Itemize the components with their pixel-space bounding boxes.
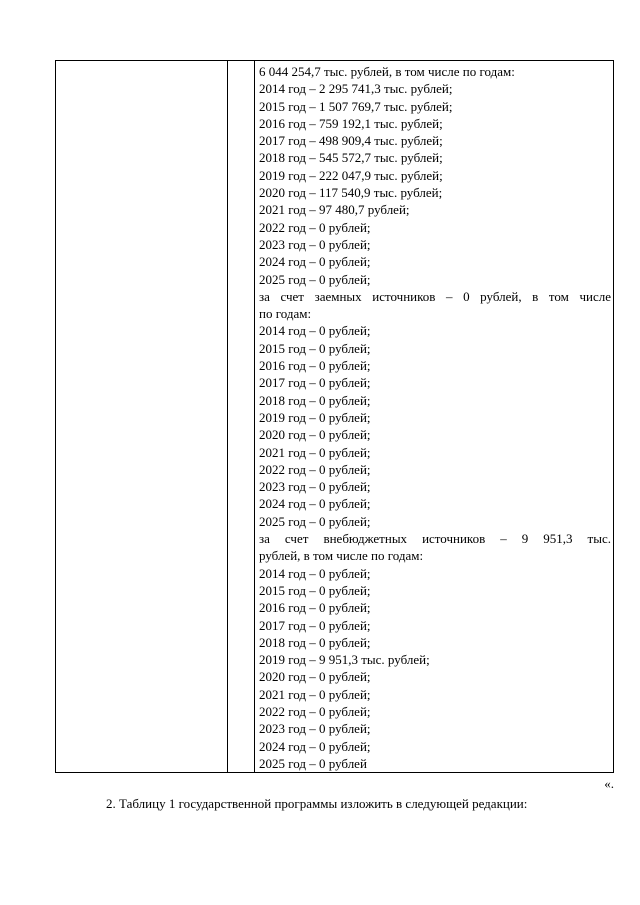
funding-line: 2023 год – 0 рублей; (259, 479, 371, 495)
funding-line: 2024 год – 0 рублей; (259, 254, 371, 270)
funding-line: 2022 год – 0 рублей; (259, 219, 371, 235)
funding-line: 2015 год – 1 507 769,7 тыс. рублей; (259, 98, 453, 114)
funding-line: 2021 год – 0 рублей; (259, 444, 371, 460)
funding-line: 2016 год – 0 рублей; (259, 358, 371, 374)
table-column-funding-details (255, 61, 613, 772)
funding-line: 2022 год – 0 рублей; (259, 703, 371, 719)
funding-line: 6 044 254,7 тыс. рублей, в том числе по годам: (259, 64, 515, 79)
funding-line: 2019 год – 222 047,9 тыс. рублей; (259, 167, 443, 183)
funding-line: 2014 год – 0 рублей; (259, 565, 371, 581)
funding-line: 2020 год – 0 рублей; (259, 669, 371, 685)
funding-line: 2025 год – 0 рублей; (259, 513, 371, 529)
quote-close-mark: «. (604, 776, 614, 791)
funding-line: 2019 год – 9 951,3 тыс. рублей; (259, 652, 430, 668)
funding-line: 2025 год – 0 рублей (259, 755, 367, 771)
funding-line: 2015 год – 0 рублей; (259, 340, 371, 356)
funding-line: 2024 год – 0 рублей; (259, 496, 371, 512)
funding-line: 2016 год – 0 рублей; (259, 600, 371, 616)
funding-line: по годам: (259, 306, 312, 322)
funding-line: 2016 год – 759 192,1 тыс. рублей; (259, 115, 443, 131)
funding-line: 2018 год – 0 рублей; (259, 392, 371, 408)
funding-line: 2020 год – 0 рублей; (259, 427, 371, 443)
funding-line: 2017 год – 498 909,4 тыс. рублей; (259, 133, 443, 149)
funding-line: 2023 год – 0 рублей; (259, 721, 371, 737)
funding-line: 2017 год – 0 рублей; (259, 617, 371, 633)
table-column-spacer (228, 61, 255, 772)
funding-line: за счет заемных источников – 0 рублей, в том числе (259, 288, 611, 304)
funding-line: 2019 год – 0 рублей; (259, 409, 371, 425)
funding-line: 2018 год – 545 572,7 тыс. рублей; (259, 150, 443, 166)
funding-line: рублей, в том числе по годам: (259, 548, 424, 564)
funding-line: за счет внебюджетных источников – 9 951,3 тыс. (259, 531, 611, 547)
funding-line: 2024 год – 0 рублей; (259, 738, 371, 754)
funding-line: 2021 год – 0 рублей; (259, 686, 371, 702)
table-column-name (56, 61, 228, 772)
funding-line: 2015 год – 0 рублей; (259, 582, 371, 598)
closing-paragraph: 2. Таблицу 1 государственной программы изложить в следующей редакции: (106, 796, 528, 811)
funding-line: 2020 год – 117 540,9 тыс. рублей; (259, 185, 443, 201)
funding-line: 2014 год – 0 рублей; (259, 323, 371, 339)
funding-line: 2025 год – 0 рублей; (259, 271, 371, 287)
funding-line: 2014 год – 2 295 741,3 тыс. рублей; (259, 81, 453, 97)
funding-line: 2017 год – 0 рублей; (259, 375, 371, 391)
funding-line: 2021 год – 97 480,7 рублей; (259, 202, 410, 218)
funding-line: 2023 год – 0 рублей; (259, 236, 371, 252)
funding-line: 2022 год – 0 рублей; (259, 461, 371, 477)
funding-line: 2018 год – 0 рублей; (259, 634, 371, 650)
funding-table (55, 60, 614, 773)
